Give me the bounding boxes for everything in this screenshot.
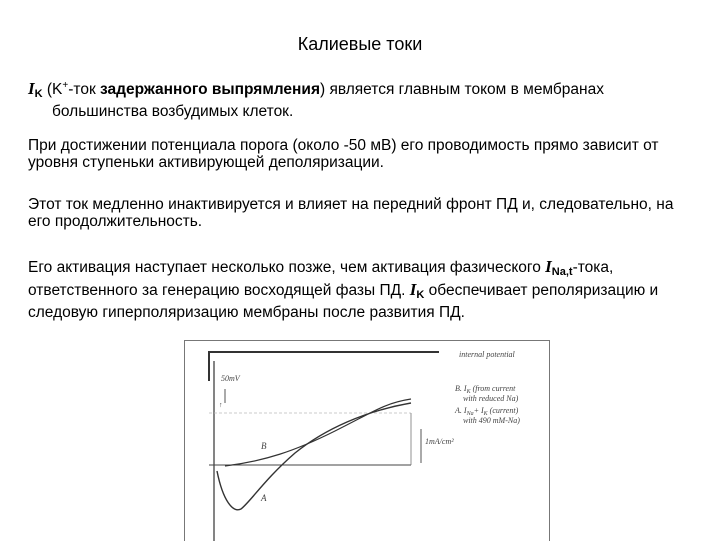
current-recording-figure xyxy=(184,340,550,541)
legend-a-line1: A. $I_{Na}+ I_K$ (current) xyxy=(455,406,519,417)
paragraph-ik-definition xyxy=(28,77,700,120)
p4-part2: -тока, ответственного за генерацию восходящей фазы ПД. xyxy=(28,259,614,299)
paragraph-inactivation: Этот ток медленно инактивируется и влияет на передний фронт ПД и, следовательно, на его продолжительность. xyxy=(28,196,674,230)
p4-part1: Его активация наступает несколько позже, чем активация фазического xyxy=(28,259,546,276)
curve-a-label: A xyxy=(261,493,267,503)
legend-a-line2: with 490 mM-Na) xyxy=(463,416,520,425)
delayed-rectifier-phrase: задержанного выпрямления xyxy=(100,81,320,98)
potassium-superscript: + xyxy=(62,80,69,91)
current-scale-label: 1mA/cm² xyxy=(425,437,454,446)
slide-title: Калиевые токи xyxy=(297,34,423,54)
figure-graphic xyxy=(185,341,549,541)
curve-a-ina-ik xyxy=(217,403,411,510)
paragraph-activation xyxy=(28,258,700,321)
legend-b-line1: B. $I_K$ (from current xyxy=(455,384,516,395)
ik-symbol-2: I xyxy=(409,280,417,299)
potential-step-trace xyxy=(209,352,439,381)
scale-arrow-label: ↑ xyxy=(219,401,223,409)
ik-symbol-2-subscript: K xyxy=(416,289,425,301)
ik-symbol-subscript: K xyxy=(34,88,43,100)
ina-symbol: I xyxy=(545,257,552,276)
legend-b-line2: with reduced Na) xyxy=(463,394,519,403)
ik-symbol: I xyxy=(28,79,35,98)
internal-potential-label: internal potential xyxy=(459,350,515,359)
ina-symbol-subscript: Na,t xyxy=(551,266,573,278)
p1-line1-rest: ) является главным током в мембранах xyxy=(320,81,604,98)
curve-b-label: B xyxy=(261,441,267,451)
paren-mid-text: -ток xyxy=(68,81,101,98)
paren-open-text: (K xyxy=(42,81,63,98)
paragraph-threshold: При достижении потенциала порога (около -50 мВ) его проводимость прямо зависит от уровня ступеньки активирующей деполяризации. xyxy=(28,137,659,171)
p4-part3: обеспечивает реполяризацию и следовую гиперполяризацию мембраны после развития ПД. xyxy=(28,282,659,321)
p1-line2: большинства возбудимых клеток. xyxy=(52,103,294,120)
voltage-scale-label: 50mV xyxy=(221,374,240,383)
